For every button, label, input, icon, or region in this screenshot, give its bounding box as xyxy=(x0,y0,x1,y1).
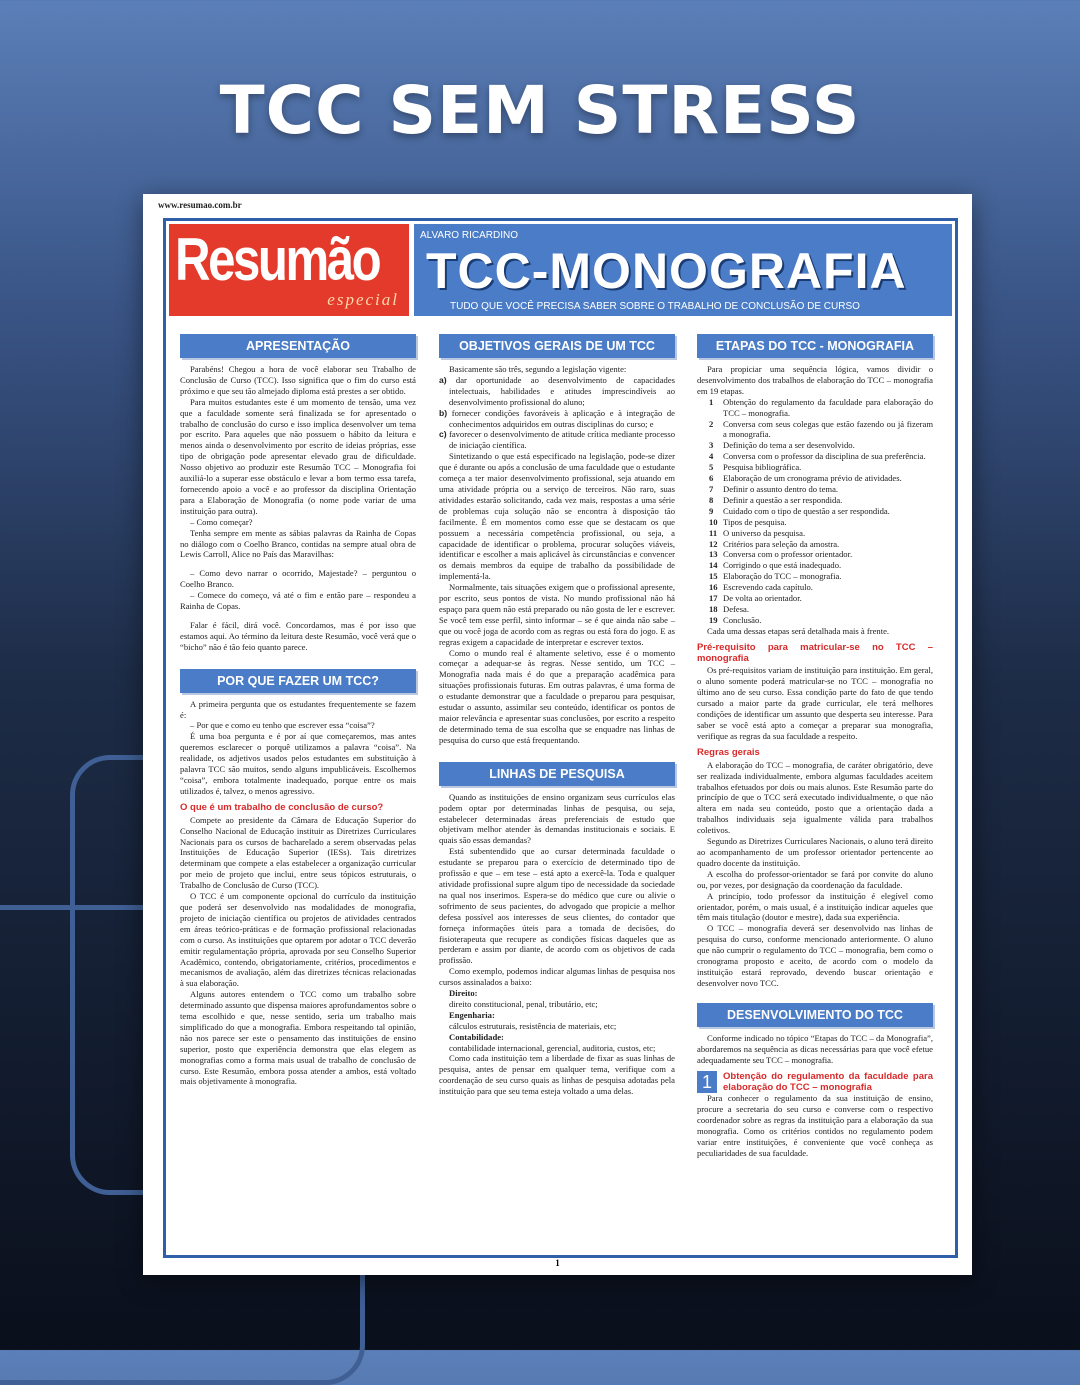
list-label xyxy=(439,1032,675,1043)
step-item xyxy=(709,495,933,506)
paragraph: Como exemplo, podemos indicar algumas linhas de pesquisa nos cursos assinalados a baixo: xyxy=(439,966,675,988)
step-number: 14 xyxy=(709,560,718,571)
paragraph: Como cada instituição tem a liberdade de fixar as suas linhas de pesquisa, antes de pensar em qualquer tema, verifique com a coordenação de seu curso quais as linhas de pesquisa adotadas pela instituição para que seu tema esteja voltado a uma delas. xyxy=(439,1053,675,1097)
paragraph: Como o mundo real é altamente seletivo, esse é o momento começar a adequar-se às regras. Nesse sentido, um TCC – Monografia nada mais é do que a preparação acadêmica para situações profissionais futuras. Em outras palavras, é uma forma de o estudante demonstrar que a faculdade o preparou para pesquisar, estudar o assunto, assimilar seu conteúdo, identificar os pontos de maior relevância e apresentar suas conclusões, por escrito a respeito de determinado tema de sua escolha que se enquadre nas linhas de pesquisa do curso que está frequentando. xyxy=(439,647,675,745)
step-item xyxy=(709,517,933,528)
column-2 xyxy=(439,334,675,1097)
step-item xyxy=(709,539,933,550)
section-heading: DESENVOLVIMENTO DO TCC xyxy=(697,1003,933,1027)
step-text: Defesa. xyxy=(723,603,750,614)
list-label-text: Direito: xyxy=(449,988,478,999)
paragraph: – Por que e como eu tenho que escrever essa “coisa”? xyxy=(190,720,375,731)
section-heading: APRESENTAÇÃO xyxy=(180,334,416,358)
subheading: Pré-requisito para matricular-se no TCC – monografia xyxy=(697,641,933,664)
step-item xyxy=(709,451,933,462)
step-number: 18 xyxy=(709,603,718,614)
paragraph: A escolha do professor-orientador se fará por convite do aluno ou, por vezes, por designação da coordenação da faculdade. xyxy=(697,868,933,890)
section-heading: POR QUE FAZER UM TCC? xyxy=(180,669,416,693)
step-number: 7 xyxy=(709,483,714,494)
brand-logo xyxy=(169,224,409,316)
list-label xyxy=(439,988,675,999)
step-number: 16 xyxy=(709,582,718,593)
step-number: 11 xyxy=(709,527,718,538)
step-item xyxy=(709,549,933,560)
list-item xyxy=(439,429,675,451)
step-text: Conversa com seus colegas que estão fazendo ou já fizeram a monografia. xyxy=(723,418,933,440)
document-title: TCC-MONOGRAFIA xyxy=(426,243,907,299)
step-text: Definição do tema a ser desenvolvido. xyxy=(723,440,855,451)
list-text: contabilidade internacional, gerencial, auditoria, custos, etc; xyxy=(449,1042,656,1053)
step-number: 3 xyxy=(709,440,714,451)
subheading: O que é um trabalho de conclusão de curso? xyxy=(180,801,384,813)
title-banner xyxy=(414,224,952,316)
step-item xyxy=(709,571,933,582)
page-headline: TCC SEM STRESS xyxy=(219,72,861,149)
column-3 xyxy=(697,334,933,1159)
step-item xyxy=(709,462,933,473)
paragraph: Parabéns! Chegou a hora de você elaborar seu Trabalho de Conclusão de Curso (TCC). Isso significa que o fim do curso está próximo e que seu tão almejado diploma está prestes a ser obtido. xyxy=(180,364,416,396)
step-number: 19 xyxy=(709,614,718,625)
step-item xyxy=(709,484,933,495)
site-url: www.resumao.com.br xyxy=(158,200,242,210)
step-item xyxy=(709,582,933,593)
brand-name: Resumão xyxy=(175,226,380,293)
paragraph: Para propiciar uma sequência lógica, vamos dividir o desenvolvimento dos trabalhos de elaboração do TCC – monografia em 19 etapas. xyxy=(697,364,933,396)
list-text: direito constitucional, penal, tributário, etc; xyxy=(449,998,598,1009)
step-number: 9 xyxy=(709,505,714,516)
list-marker: b) xyxy=(439,407,448,418)
section-heading: OBJETIVOS GERAIS DE UM TCC xyxy=(439,334,675,358)
list-item xyxy=(439,375,675,408)
paragraph: Para muitos estudantes este é um momento de tensão, uma vez que a faculdade somente será finalizada se for apresentado o trabalho de conclusão do curso e isso implica desenvolver um tema por escrito. Para aqueles que não possuem o hábito da leitura e menos ainda o desenvolvimento por escrito de ideias próprias, esse tipo de obrigação pode apresentar elevado grau de dificuldade. Nosso objetivo ao produzir este Resumão TCC – Monografia foi auxiliá-lo a superar esse obstáculo e levar a bom termo essa tarefa, fornecendo apoio a você e ao professor da disciplina Orientação para a Elaboração de Monografia (o nome pode variar de uma instituição para outra). xyxy=(180,396,416,516)
paragraph: O TCC – monografia deverá ser desenvolvido nas linhas de pesquisa do curso, conforme mencionado anteriormente. O aluno que não cumprir o regulamento do TCC – monografia, bem como o cronograma proposto e aceito, de acordo com o modelo da instituição estará reprovado, devendo buscar orientação e desenvolver novo TCC. xyxy=(697,923,933,988)
steps-list xyxy=(697,397,933,626)
list-text: favorecer o desenvolvimento de atitude crítica mediante processo de iniciação científica. xyxy=(448,429,675,451)
paragraph: Segundo as Diretrizes Curriculares Nacionais, o aluno terá direito ao acompanhamento de um professor orientador pertencente ao quadro docente da instituição. xyxy=(697,836,933,868)
numbered-subheading xyxy=(697,1071,933,1093)
step-text: Corrigindo o que está inadequado. xyxy=(723,560,842,571)
section-heading: ETAPAS DO TCC - MONOGRAFIA xyxy=(697,334,933,358)
paragraph: É uma boa pergunta e é por aí que começaremos, mas antes queremos esclarecer o porquê utilizamos a palavra “coisa”. Na realidade, os adjetivos usados pelos estudantes em substituição à palavra TCC são muitos, sendo alguns impublicáveis. Escolhemos “coisa”, embora totalmente inadequado, porque entre os mais utilizados é, talvez, o menos agressivo. xyxy=(180,731,416,796)
list-label xyxy=(439,1010,675,1021)
step-number: 10 xyxy=(709,516,718,527)
step-item xyxy=(709,528,933,539)
list-text: cálculos estruturais, resistência de materiais, etc; xyxy=(449,1020,617,1031)
paragraph: Compete ao presidente da Câmara de Educação Superior do Conselho Nacional de Educação instituir as Diretrizes Curriculares Nacionais para os cursos de bacharelado a serem observadas pelas Instituições de Educação Superior (IESs). Tais diretrizes determinam que compete a elas estabelecer a organização curricular por meio de projeto que inclui, entre seus tópicos estruturais, o Trabalho de Conclusão de Curso (TCC). xyxy=(180,814,416,891)
paragraph: – Como devo narrar o ocorrido, Majestade? – perguntou o Coelho Branco. xyxy=(180,568,416,590)
list-item xyxy=(439,408,675,430)
paragraph: O TCC é um componente opcional do currículo da instituição que poderá ser desenvolvido nas modalidades de monografia, projeto de iniciação científica ou projetos de atividades centrados em áreas teórico-práticas e de formação profissional relacionadas com o curso. As instituições que optarem por adotar o TCC deverão emitir regulamentação própria, aprovada por seu Conselho Superior Acadêmico, contendo, obrigatoriamente, critérios, procedimentos e mecanismos de avaliação, além das diretrizes técnicas relacionadas à sua elaboração. xyxy=(180,891,416,989)
paragraph: A primeira pergunta que os estudantes frequentemente se fazem é: xyxy=(180,698,416,720)
step-number: 17 xyxy=(709,593,718,604)
paragraph: Conforme indicado no tópico “Etapas do TCC – da Monografia”, abordaremos na sequência as dicas necessárias para que você efetue adequadamente seu TCC – monografia. xyxy=(697,1032,933,1065)
decorative-line xyxy=(0,905,143,910)
step-number: 13 xyxy=(709,549,718,560)
step-number: 2 xyxy=(709,418,714,429)
step-number: 4 xyxy=(709,451,714,462)
step-item xyxy=(709,440,933,451)
paragraph: Sintetizando o que está especificado na legislação, pode-se dizer que é durante ou após a conclusão de uma faculdade que o estudante começa a ter maior desenvolvimento profissional, seja atuando em uma atividade própria ou a serviço de terceiros. Não raro, suas atividades estarão solicitando, cada vez mais, respostas a uma série de problemas cuja solução não se encontra à disposição tão facilmente. É em momentos como esse que se destacam os que possuem a necessária competência profissional, ou seja, a capacidade de identificar o problema, procurar soluções viáveis, identificar e escolher a mais aplicável às circunstâncias e convencer os demais membros da equipe de trabalho da possibilidade de implementá-la. xyxy=(439,451,675,582)
paragraph: Quando as instituições de ensino organizam seus currículos elas podem optar por determinadas linhas de pesquisa, ou seja, estabelecer determinadas áreas preferenciais de estudo que objetivam melhor atender às demandas institucionais e sociais. E quais são essas demandas? xyxy=(439,791,675,846)
section-heading: LINHAS DE PESQUISA xyxy=(439,762,675,786)
step-text: Conversa com o professor da disciplina de sua preferência. xyxy=(723,451,926,462)
step-number: 5 xyxy=(709,462,714,473)
paragraph: A elaboração do TCC – monografia, de caráter obrigatório, deve ser realizada individualmente, embora algumas faculdades aceitem trabalhos efetuados por dois ou mais alunos. Este Resumão parte do princípio de que o TCC será executado individualmente, o que não altera em nada seu conteúdo, posto que a orientação dada a trabalhos individuais seja igualmente válida para trabalhos coletivos. xyxy=(697,759,933,836)
step-text: Elaboração de um cronograma prévio de atividades. xyxy=(723,473,902,484)
paragraph: Os pré-requisitos variam de instituição para instituição. Em geral, o aluno somente poderá matricular-se no TCC – monografia no último ano de seu curso. Essa condição parte do fato de que tendo cursado a maior parte da grade curricular, ele terá melhores condições de identificar um assunto que desperta seu interesse. Para saber se você está apto a começar a preparar sua monografia, verifique as regras da sua faculdade a respeito. xyxy=(697,665,933,741)
paragraph: Normalmente, tais situações exigem que o profissional apresente, por escrito, seus pontos de vista. No mundo profissional não há espaço para quem não está preparado ou não gosta de ler e escrever. Se você tem esse perfil, sinto informar – se é que ainda não sabe – que ou você joga de acordo com as regras ou está fora do jogo. E as regras exigem a capacidade de interpretar e escrever textos. xyxy=(439,582,675,647)
step-text: Conclusão. xyxy=(723,614,762,625)
paragraph: – Como começar? xyxy=(190,516,253,527)
step-text: Elaboração do TCC – monografia. xyxy=(723,571,842,582)
document-sheet xyxy=(143,194,972,1275)
paragraph: Basicamente são três, segundo a legislação vigente: xyxy=(449,364,627,374)
step-number: 15 xyxy=(709,571,718,582)
step-text: De volta ao orientador. xyxy=(723,593,802,604)
step-number-box: 1 xyxy=(697,1071,717,1093)
paragraph: – Comece do começo, vá até o fim e então pare – respondeu a Rainha de Copas. xyxy=(180,590,416,612)
step-number: 12 xyxy=(709,538,718,549)
step-title: Obtenção do regulamento da faculdade para elaboração do TCC – monografia xyxy=(723,1071,933,1094)
subheading: Regras gerais xyxy=(697,746,760,758)
paragraph: Falar é fácil, dirá você. Concordamos, mas é por isso que estamos aqui. Ao término da leitura deste Resumão, você verá que o “bicho” não é tão feio quanto parece. xyxy=(180,619,416,652)
list-label-text: Contabilidade: xyxy=(449,1031,504,1042)
step-item xyxy=(709,560,933,571)
step-number: 1 xyxy=(709,396,714,407)
brand-subtitle: especial xyxy=(327,290,399,309)
step-item xyxy=(709,506,933,517)
step-item xyxy=(709,604,933,615)
paragraph: Alguns autores entendem o TCC como um trabalho sobre determinado assunto que dispensa maiores aprofundamentos sobre o tema escolhido e que, nesse sentido, seria um trabalho mais simplificado do que a monografia. Embora respeitando tal opinião, não nos parece ser este o pensamento das instituições de ensino superior, posto que experiência demonstra que elas elegem as monografias como a forma mais usual de trabalho de conclusão de curso. Este Resumão, embora possa atender a ambos, está voltado mais objetivamente à monografia. xyxy=(180,989,416,1087)
list-label-text: Engenharia: xyxy=(449,1009,495,1020)
column-1 xyxy=(180,334,416,1087)
page-number: 1 xyxy=(555,1258,560,1268)
step-text: Critérios para seleção da amostra. xyxy=(723,538,840,549)
sheet-frame xyxy=(163,218,958,1258)
step-text: Tipos de pesquisa. xyxy=(723,516,787,527)
step-item xyxy=(709,593,933,604)
paragraph: A princípio, todo professor da instituição é elegível como orientador, porém, o mais usual, é a instituição indicar aqueles que têm mais titulação (doutor e mestre), dada sua experiência. xyxy=(697,890,933,923)
list-text: dar oportunidade ao desenvolvimento de capacidades intelectuais, habilidades e atitudes imprescindíveis ao desenvolvimento profissional do aluno; xyxy=(449,374,675,407)
step-item xyxy=(709,419,933,441)
step-item xyxy=(709,473,933,484)
step-text: Definir a questão a ser respondida. xyxy=(723,494,843,505)
list-marker: a) xyxy=(439,374,447,385)
step-text: O universo da pesquisa. xyxy=(723,527,806,538)
document-subtitle: TUDO QUE VOCÊ PRECISA SABER SOBRE O TRABALHO DE CONCLUSÃO DE CURSO xyxy=(450,301,860,312)
step-text: Definir o assunto dentro do tema. xyxy=(723,483,839,494)
step-text: Escrevendo cada capítulo. xyxy=(723,582,813,593)
author-name: ALVARO RICARDINO xyxy=(420,230,518,241)
list-marker: c) xyxy=(439,429,447,440)
step-text: Obtenção do regulamento da faculdade para elaboração do TCC – monografia. xyxy=(723,396,933,418)
step-item xyxy=(709,615,933,626)
paragraph: Cada uma dessas etapas será detalhada mais à frente. xyxy=(707,625,890,636)
step-text: Pesquisa bibliográfica. xyxy=(723,462,802,473)
list-text: fornecer condições favoráveis à aplicação e à integração de conhecimentos adquiridos em outras disciplinas do curso; e xyxy=(449,407,675,429)
paragraph: Tenha sempre em mente as sábias palavras da Rainha de Copas no diálogo com o Coelho Branco, contidas na sempre atual obra de Lewis Carroll, Alice no País das Maravilhas: xyxy=(180,527,416,560)
paragraph: Está subentendido que ao cursar determinada faculdade o estudante se preparou para o exercício de determinado tipo de profissão e que – em tese – está apto a exercê-la. Toda e qualquer atividade profissional supre algum tipo de necessidade da sociedade na qual nos inserimos. Espera-se do médico que cure ou alivie o sofrimento de seus pacientes, do advogado que propicie a melhor defesa possível aos interesses de seus clientes, do contador que forneça informações úteis para a tomada de decisões, do fisioterapeuta que recupere as condições físicas daqueles que as perderam e assim por diante, de acordo com os objetivos de cada profissão. xyxy=(439,846,675,966)
step-number: 8 xyxy=(709,494,714,505)
step-number: 6 xyxy=(709,473,714,484)
step-text: Conversa com o professor orientador. xyxy=(723,549,853,560)
paragraph: Para conhecer o regulamento da sua instituição de ensino, procure a secretaria do seu curso e converse com o respectivo coordenador sobre as regras da instituição para a elaboração da sua monografia. Como os critérios contidos no regulamento podem variar entre instituições, é conveniente que você conheça as peculiaridades de sua faculdade. xyxy=(697,1093,933,1158)
step-item xyxy=(709,397,933,419)
step-text: Cuidado com o tipo de questão a ser respondida. xyxy=(723,505,890,516)
